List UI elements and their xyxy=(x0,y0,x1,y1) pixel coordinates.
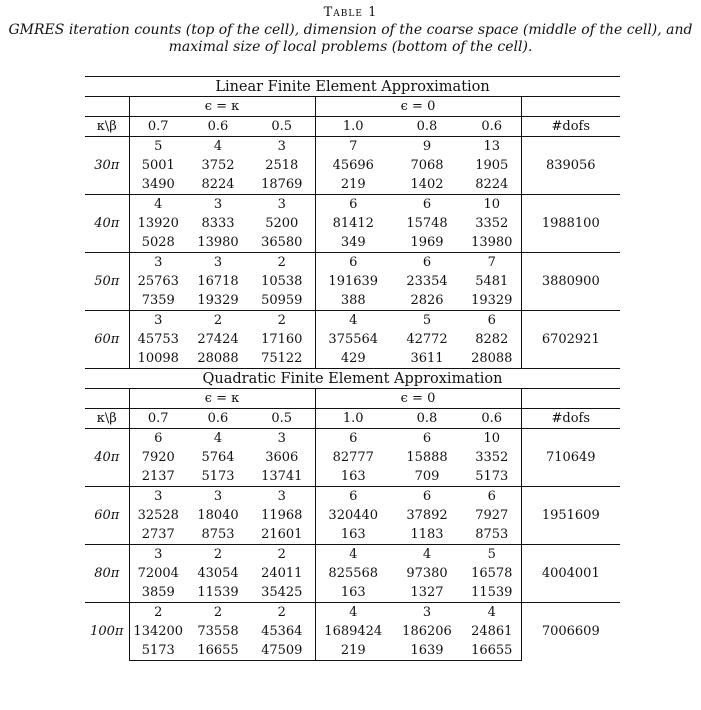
column-header-beta: 0.5 xyxy=(249,409,315,429)
table-cell-top: 6 xyxy=(391,195,463,215)
table-row-top xyxy=(85,311,620,331)
table-cell-mid: 5200 xyxy=(249,214,315,233)
table-cell-mid: 5764 xyxy=(201,449,235,465)
column-header-beta: 0.8 xyxy=(391,409,463,429)
corner-header: κ\β xyxy=(85,117,129,137)
table-cell-mid: 3352 xyxy=(463,448,521,467)
row-kappa-label: 30π xyxy=(85,137,129,195)
table-cell-bot: 8753 xyxy=(201,526,235,542)
table-cell-top: 10 xyxy=(463,429,521,449)
table-cell-top: 3 xyxy=(187,253,249,273)
row-dofs-value: 710649 xyxy=(521,429,620,487)
table-cell-mid: 72004 xyxy=(137,565,179,581)
table-cell-top: 4 xyxy=(315,311,391,331)
table-cell-bot: 1969 xyxy=(410,234,444,250)
table-cell-bot: 11539 xyxy=(197,584,239,600)
table-cell-mid: 10538 xyxy=(249,272,315,291)
table-cell-mid: 24011 xyxy=(249,564,315,583)
table-cell-bot: 5173 xyxy=(129,641,187,661)
table-cell-bot: 1183 xyxy=(410,526,444,542)
row-kappa-label: 40π xyxy=(85,195,129,253)
table-cell-mid: 24861 xyxy=(463,622,521,641)
table-cell-bot: 11539 xyxy=(463,583,521,603)
table-cell-top: 6 xyxy=(315,487,391,507)
table-cell-bot: 13741 xyxy=(249,467,315,487)
table-cell-mid: 134200 xyxy=(133,623,184,639)
table-cell-mid: 8333 xyxy=(201,215,235,231)
table-cell-top: 4 xyxy=(463,603,521,623)
table-cell-bot: 1327 xyxy=(410,584,444,600)
table-cell-bot: 13980 xyxy=(463,233,521,253)
group-header-eps-kappa: ϵ = κ xyxy=(129,389,315,409)
table-cell-mid: 25763 xyxy=(137,273,179,289)
table-cell-bot: 709 xyxy=(414,468,440,484)
group-header-row xyxy=(85,389,620,409)
column-header-beta: 0.7 xyxy=(129,409,187,429)
table-cell-top: 3 xyxy=(249,195,315,215)
table-cell-bot: 19329 xyxy=(463,291,521,311)
table-cell-bot: 2137 xyxy=(141,468,175,484)
table-cell-top: 4 xyxy=(187,429,249,449)
table-cell-mid: 8282 xyxy=(463,330,521,349)
row-dofs-value: 1951609 xyxy=(521,487,620,545)
table-cell-mid: 45753 xyxy=(137,331,179,347)
table-cell-bot: 47509 xyxy=(249,641,315,661)
table-cell-top: 3 xyxy=(249,487,315,507)
table-cell-top: 2 xyxy=(187,311,249,331)
table-cell-mid: 11968 xyxy=(249,506,315,525)
table-cell-bot: 219 xyxy=(340,176,366,192)
table-cell-mid: 97380 xyxy=(406,565,448,581)
table-cell-bot: 163 xyxy=(340,468,366,484)
table-cell-mid: 37892 xyxy=(406,507,448,523)
table-cell-bot: 50959 xyxy=(249,291,315,311)
table-cell-mid: 16578 xyxy=(463,564,521,583)
column-header-beta: 0.7 xyxy=(129,117,187,137)
table-cell-bot: 429 xyxy=(340,350,366,366)
table-cell-top: 4 xyxy=(315,545,391,565)
corner-header: κ\β xyxy=(85,409,129,429)
column-header-beta: 1.0 xyxy=(315,117,391,137)
table-cell-mid: 7068 xyxy=(410,157,444,173)
table-cell-top: 3 xyxy=(129,487,187,507)
table-cell-bot: 16655 xyxy=(463,641,521,661)
dofs-header: #dofs xyxy=(521,117,620,137)
table-cell-mid: 3752 xyxy=(201,157,235,173)
table-cell-top: 2 xyxy=(249,603,315,623)
table-cell-top: 2 xyxy=(187,603,249,623)
table-cell-top: 5 xyxy=(463,545,521,565)
row-kappa-label: 60π xyxy=(85,487,129,545)
table-cell-top: 5 xyxy=(129,137,187,157)
dofs-blank xyxy=(521,97,620,117)
table-caption xyxy=(0,4,701,56)
table-cell-mid: 23354 xyxy=(406,273,448,289)
dofs-blank xyxy=(521,389,620,409)
table-cell-top: 3 xyxy=(187,195,249,215)
table-cell-mid: 1905 xyxy=(463,156,521,175)
column-header-row xyxy=(85,409,620,429)
table-cell-bot: 5173 xyxy=(463,467,521,487)
table-cell-top: 7 xyxy=(463,253,521,273)
row-kappa-label: 40π xyxy=(85,429,129,487)
dofs-header: #dofs xyxy=(521,409,620,429)
table-cell-mid: 15888 xyxy=(406,449,448,465)
column-header-row xyxy=(85,117,620,137)
table-cell-top: 3 xyxy=(391,603,463,623)
table-cell-top: 3 xyxy=(129,545,187,565)
table-cell-top: 9 xyxy=(391,137,463,157)
table-cell-top: 6 xyxy=(391,429,463,449)
table-cell-top: 3 xyxy=(129,311,187,331)
section-title: Linear Finite Element Approximation xyxy=(85,77,620,97)
table-cell-mid: 7927 xyxy=(463,506,521,525)
table-row-top xyxy=(85,195,620,215)
group-header-row xyxy=(85,97,620,117)
table-cell-bot: 21601 xyxy=(249,525,315,545)
table-row-top xyxy=(85,545,620,565)
table-cell-bot: 388 xyxy=(340,292,366,308)
table-cell-top: 5 xyxy=(391,311,463,331)
table-cell-bot: 8753 xyxy=(463,525,521,545)
row-dofs-value: 6702921 xyxy=(521,311,620,369)
row-dofs-value: 1988100 xyxy=(521,195,620,253)
table-cell-bot: 3611 xyxy=(410,350,444,366)
table-cell-top: 3 xyxy=(129,253,187,273)
table-cell-top: 3 xyxy=(187,487,249,507)
table-cell-top: 2 xyxy=(249,311,315,331)
table-cell-bot: 2826 xyxy=(410,292,444,308)
table-cell-mid: 18040 xyxy=(197,507,239,523)
table-cell-mid: 13920 xyxy=(137,215,179,231)
table-cell-mid: 73558 xyxy=(197,623,239,639)
table-cell-bot: 13980 xyxy=(197,234,239,250)
table-cell-bot: 28088 xyxy=(463,349,521,369)
table-cell-top: 3 xyxy=(249,429,315,449)
table-cell-top: 2 xyxy=(187,545,249,565)
row-kappa-label: 60π xyxy=(85,311,129,369)
table-cell-top: 6 xyxy=(391,253,463,273)
table-cell-bot: 163 xyxy=(340,526,366,542)
table-cell-mid: 825568 xyxy=(328,565,379,581)
table-cell-mid: 5481 xyxy=(463,272,521,291)
table-cell-bot: 28088 xyxy=(197,350,239,366)
table-cell-top: 4 xyxy=(187,137,249,157)
table-cell-mid: 17160 xyxy=(249,330,315,349)
table-cell-top: 4 xyxy=(391,545,463,565)
corner-blank xyxy=(85,389,129,409)
table-cell-top: 4 xyxy=(315,603,391,623)
table-cell-bot: 2737 xyxy=(141,526,175,542)
table-cell-top: 6 xyxy=(391,487,463,507)
results-table xyxy=(85,76,620,661)
column-header-beta: 0.6 xyxy=(463,409,521,429)
table-cell-bot: 219 xyxy=(315,641,391,661)
column-header-beta: 0.6 xyxy=(187,409,249,429)
table-cell-mid: 7920 xyxy=(141,449,175,465)
table-cell-bot: 5173 xyxy=(201,468,235,484)
table-cell-mid: 15748 xyxy=(406,215,448,231)
table-cell-top: 6 xyxy=(463,487,521,507)
table-cell-bot: 5028 xyxy=(141,234,175,250)
table-row-top xyxy=(85,137,620,157)
table-cell-bot: 10098 xyxy=(137,350,179,366)
table-cell-bot: 349 xyxy=(340,234,366,250)
table-cell-bot: 3859 xyxy=(141,584,175,600)
table-cell-bot: 36580 xyxy=(249,233,315,253)
table-cell-mid: 320440 xyxy=(328,507,379,523)
table-cell-top: 10 xyxy=(463,195,521,215)
table-cell-top: 6 xyxy=(463,311,521,331)
table-row-top xyxy=(85,603,620,623)
table-cell-mid: 3606 xyxy=(249,448,315,467)
table-cell-mid: 5001 xyxy=(141,157,175,173)
group-header-eps-zero: ϵ = 0 xyxy=(315,97,521,117)
table-cell-mid: 375564 xyxy=(328,331,379,347)
table-cell-top: 4 xyxy=(129,195,187,215)
table-cell-mid: 3352 xyxy=(463,214,521,233)
table-cell-bot: 3490 xyxy=(141,176,175,192)
table-cell-bot: 7359 xyxy=(141,292,175,308)
table-cell-mid: 1689424 xyxy=(324,623,383,639)
group-header-eps-zero: ϵ = 0 xyxy=(315,389,521,409)
table-cell-bot: 8224 xyxy=(201,176,235,192)
table-cell-top: 2 xyxy=(249,253,315,273)
table-cell-top: 6 xyxy=(315,429,391,449)
table-cell-top: 6 xyxy=(129,429,187,449)
column-header-beta: 0.6 xyxy=(463,117,521,137)
row-kappa-label: 50π xyxy=(85,253,129,311)
row-dofs-value: 4004001 xyxy=(521,545,620,603)
table-label: Table 1 xyxy=(323,5,378,20)
table-cell-bot: 18769 xyxy=(249,175,315,195)
table-cell-bot: 163 xyxy=(340,584,366,600)
column-header-beta: 0.6 xyxy=(187,117,249,137)
table-cell-bot: 8224 xyxy=(463,175,521,195)
column-header-beta: 0.8 xyxy=(391,117,463,137)
table-cell-mid: 45696 xyxy=(332,157,374,173)
section-title-row xyxy=(85,77,620,97)
table-row-top xyxy=(85,487,620,507)
table-cell-mid: 16718 xyxy=(197,273,239,289)
table-cell-bot: 35425 xyxy=(249,583,315,603)
table-cell-mid: 191639 xyxy=(328,273,379,289)
table-caption-text: GMRES iteration counts (top of the cell), dimension of the coarse space (middle of the cell), and maximal size of local problems (bottom of the cell). xyxy=(8,22,693,55)
table-cell-mid: 186206 xyxy=(402,623,452,639)
table-cell-mid: 27424 xyxy=(197,331,239,347)
table-cell-top: 6 xyxy=(315,253,391,273)
table-cell-mid: 43054 xyxy=(197,565,239,581)
row-dofs-value: 839056 xyxy=(521,137,620,195)
row-dofs-value: 3880900 xyxy=(521,253,620,311)
table-cell-mid: 42772 xyxy=(406,331,448,347)
table-row-top xyxy=(85,253,620,273)
table-cell-top: 6 xyxy=(315,195,391,215)
corner-blank xyxy=(85,97,129,117)
row-kappa-label: 80π xyxy=(85,545,129,603)
table-cell-mid: 2518 xyxy=(249,156,315,175)
table-cell-bot: 1639 xyxy=(391,641,463,661)
table-cell-mid: 82777 xyxy=(332,449,374,465)
table-cell-top: 2 xyxy=(129,603,187,623)
table-row-top xyxy=(85,429,620,449)
table-cell-mid: 32528 xyxy=(137,507,179,523)
table-cell-top: 7 xyxy=(315,137,391,157)
table-cell-top: 2 xyxy=(249,545,315,565)
table-cell-top: 13 xyxy=(463,137,521,157)
row-kappa-label: 100π xyxy=(85,603,129,661)
table-cell-bot: 16655 xyxy=(187,641,249,661)
table-cell-mid: 45364 xyxy=(249,622,315,641)
section-title: Quadratic Finite Element Approximation xyxy=(85,369,620,389)
section-title-row xyxy=(85,369,620,389)
table-cell-bot: 75122 xyxy=(249,349,315,369)
table-cell-mid: 81412 xyxy=(332,215,374,231)
column-header-beta: 0.5 xyxy=(249,117,315,137)
table-cell-bot: 1402 xyxy=(410,176,444,192)
group-header-eps-kappa: ϵ = κ xyxy=(129,97,315,117)
table-cell-top: 3 xyxy=(249,137,315,157)
column-header-beta: 1.0 xyxy=(315,409,391,429)
row-dofs-value: 7006609 xyxy=(521,603,620,661)
table-cell-bot: 19329 xyxy=(197,292,239,308)
